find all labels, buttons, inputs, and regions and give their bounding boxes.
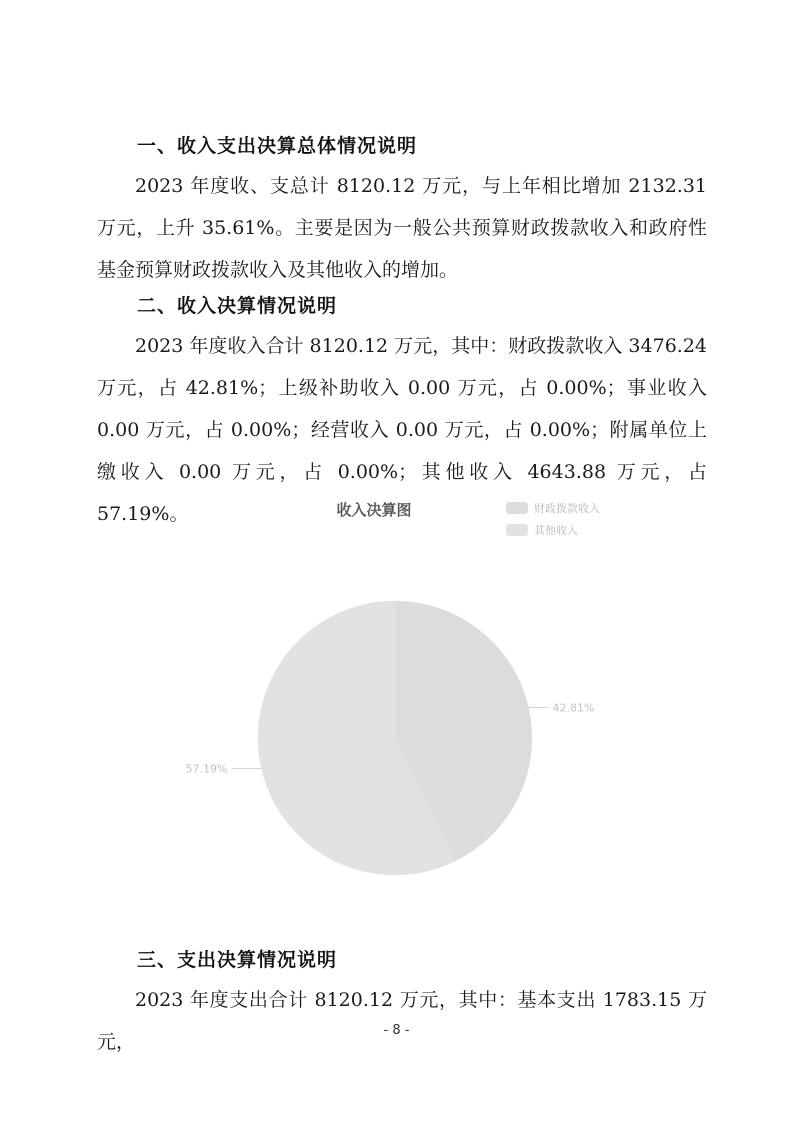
page-number: - 8 - [383, 1023, 410, 1038]
section-1-paragraph: 2023 年度收、支总计 8120.12 万元，与上年相比增加 2132.31 万元，上升 35.61%。主要是因为一般公共预算财政拨款收入和政府性基金预算财政拨款收入及其他收入的增加。 [97, 175, 707, 281]
legend-swatch-1 [506, 502, 528, 514]
legend-label-1: 财政拨款收入 [534, 502, 600, 515]
data-label-1: 42.81% [552, 701, 595, 715]
chart-legend [506, 501, 600, 537]
section-2-heading: 二、收入决算情况说明 [137, 295, 338, 317]
section-2-paragraph: 2023 年度收入合计 8120.12 万元，其中：财政拨款收入 3476.24 万元，占 42.81%；上级补助收入 0.00 万元，占 0.00%；事业收入 0.00 万元，占 0.00%；经营收入 0.00 万元，占 0.00%；附属单位上缴收入 0.00 万元，占 0.00%；其他收入 4643.88 万元，占 57.19%。 [97, 335, 707, 525]
section-3-heading: 三、支出决算情况说明 [137, 949, 338, 971]
data-label-2: 57.19% [185, 762, 228, 776]
section-3-paragraph: 2023 年度支出合计 8120.12 万元，其中：基本支出 1783.15 万元， [97, 989, 707, 1053]
section-1-heading: 一、收入支出决算总体情况说明 [137, 135, 418, 157]
pie-slices [258, 601, 532, 875]
legend-swatch-2 [506, 524, 528, 536]
chart-title: 收入决算图 [336, 501, 412, 519]
legend-label-2: 其他收入 [534, 524, 578, 537]
income-pie-chart [170, 490, 630, 910]
